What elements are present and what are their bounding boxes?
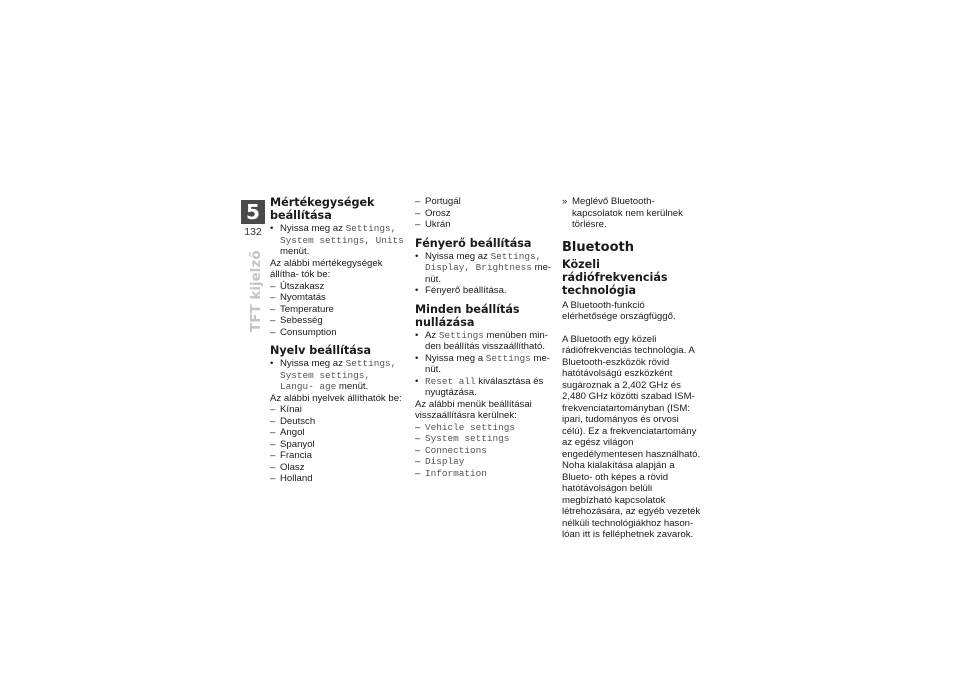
section-title: TFT kijelző [248,250,264,332]
nfc-heading: Közeli rádiófrekvenciás technológia [562,257,668,297]
column-2 [415,196,555,479]
list-item: – Deutsch [270,415,316,427]
reset-step-2: • Nyissa meg a Settings me- nüt. [415,352,550,375]
units-menu-path: Settings, System settings, Units [280,223,404,246]
language-list-continued [415,196,555,231]
language-intro: Az alábbi nyelvek állíthatók be: [270,392,402,404]
units-heading: Mértékegységek beállítása [270,196,375,222]
brightness-step-2: • Fényerő beállítása. [415,285,507,296]
reset-intro: Az alábbi menük beállításai visszaállításra kerülnek: [415,398,532,421]
column-1 [270,196,408,485]
list-item: – Spanyol [270,438,315,450]
language-heading: Nyelv beállítása [270,344,372,357]
column-3 [562,196,702,541]
units-intro: Az alábbi mértékegységek állítha- tók be: [270,257,383,280]
bluetooth-heading: Bluetooth [562,239,634,255]
list-item: – Holland [270,473,313,484]
list-item: – Ukrán [415,219,451,230]
list-item: – Sebesség [270,315,323,326]
reset-step-1: • Az Settings menüben min- den beállítás visszaállítható. [415,329,548,352]
list-item: – System settings [415,433,510,444]
units-step: • Nyissa meg az Settings, System settings, Units menüt. [270,223,404,257]
brightness-heading: Fényerő beállítása [415,236,532,250]
bluetooth-description: A Bluetooth egy közeli rádiófrekvenciás technológia. A Bluetooth-eszközök rövid hatótávolságú eszközként sugároznak a 2,402 GHz és 2,480 GHz közötti szabad ISM- frekvenciatartományban (ISM: ipari, tudományos és orvosi célú). Ez a frekvenciatartomány az egész világon engedélymentesen használható. Noha kialakítása alapján a Blueto- oth képes a rövid hatótávolságon belüli megbízható kapcsolatok létrehozására, az egyéb vezeték nélküli technológiákhoz hason- lóan itt is felléphetnek zavarok. [562,333,701,540]
chapter-number: 5 [241,200,265,224]
list-item: – Angol [270,427,305,438]
reset-menu-name: Settings [438,329,484,341]
list-item: – Útszakasz [270,280,325,292]
reset-step-3: • Reset all kiválasztása és nyugtázása. [415,375,544,398]
page-number: 132 [244,226,262,238]
language-list [270,404,408,485]
language-menu-path: Settings, System settings, Langu- age [280,358,397,392]
list-item: – Connections [415,444,487,456]
result-arrow-icon: » [562,196,568,207]
reset-heading: Minden beállítás nullázása [415,302,520,329]
list-item: – Display [415,456,465,467]
result-note: » Meglévő Bluetooth-kapcsolatok nem kerülnek törlésre. [562,196,683,230]
list-item: – Nyomtatás [270,292,326,303]
list-item: – Portugál [415,196,461,207]
list-item: – Information [415,467,487,479]
list-item: – Vehicle settings [415,421,516,433]
list-item: – Orosz [415,207,451,219]
list-item: – Olasz [270,461,305,473]
language-step: • Nyissa meg az Settings, System settings, Langu- age menüt. [270,358,397,392]
brightness-menu-path: Settings, Display, Brightness [425,250,542,273]
list-item: – Consumption [270,326,337,338]
units-list [270,281,408,339]
brightness-step: • Nyissa meg az Settings, Display, Brightness me- nüt. [415,250,552,285]
reset-list [415,422,555,480]
reset-menu-name-2: Settings [485,352,531,364]
reset-all-option: Reset all [425,375,476,387]
list-item: – Francia [270,450,312,461]
bluetooth-availability: A Bluetooth-funkció elérhetősége országfüggő. [562,299,676,322]
list-item: – Temperature [270,303,334,315]
list-item: – Kínai [270,404,302,415]
